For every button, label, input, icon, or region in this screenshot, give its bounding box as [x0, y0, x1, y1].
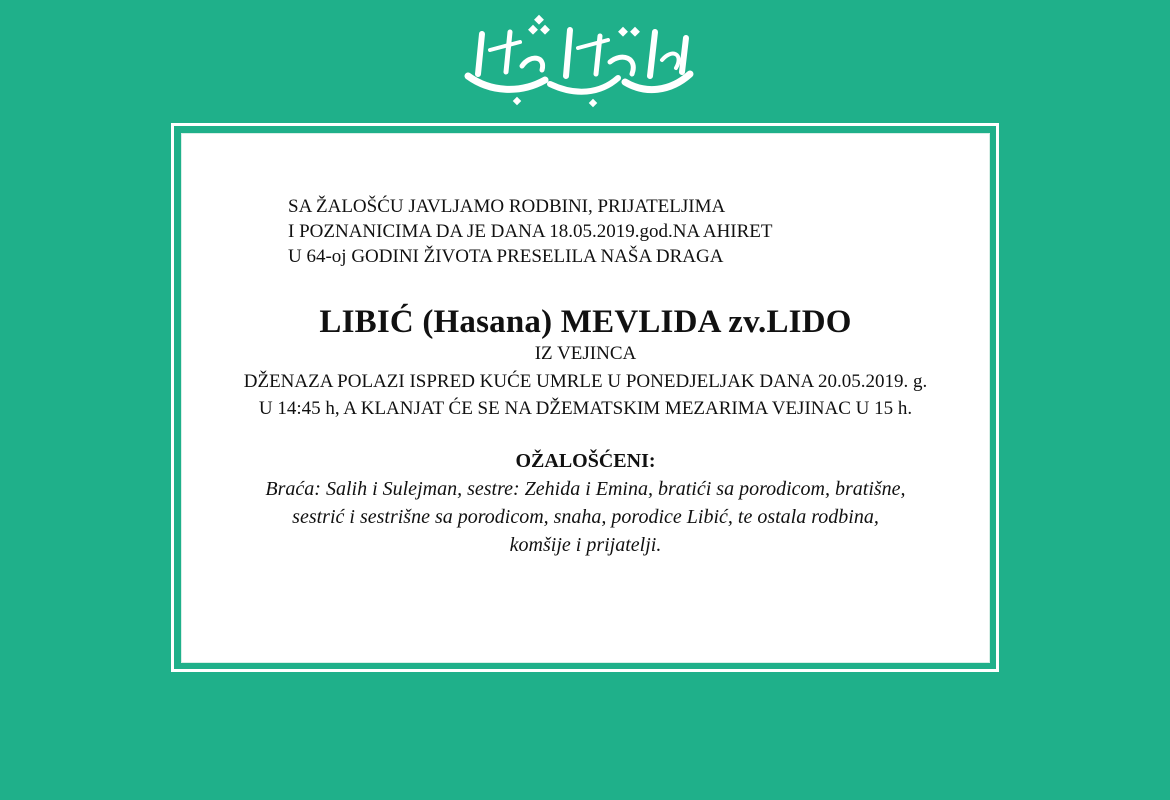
intro-line: I POZNANICIMA DA JE DANA 18.05.2019.god.NA AHIRET	[288, 221, 773, 242]
mourners-line: komšije i prijatelji.	[509, 534, 662, 556]
funeral-line: U 14:45 h, A KLANJAT ĆE SE NA DŽEMATSKIM MEZARIMA VEJINAC U 15 h.	[258, 398, 913, 419]
funeral-line: DŽENAZA POLAZI ISPRED KUĆE UMRLE U PONEDJELJAK DANA 20.05.2019. g.	[243, 371, 928, 392]
origin-text: IZ VEJINCA	[534, 343, 637, 364]
intro-text	[288, 195, 773, 270]
mourners-list	[181, 475, 990, 559]
mourners-title: OŽALOŠĆENI:	[515, 450, 656, 472]
intro-line: U 64-oj GODINI ŽIVOTA PRESELILA NAŠA DRAGA	[288, 246, 724, 267]
intro-line: SA ŽALOŠĆU JAVLJAMO RODBINI, PRIJATELJIMA	[288, 196, 726, 217]
arabic-calligraphy-icon	[450, 14, 710, 110]
mourners-line: sestrić i sestrišne sa porodicom, snaha, porodice Libić, te ostala rodbina,	[292, 506, 879, 528]
deceased-name: LIBIĆ (Hasana) MEVLIDA zv.LIDO	[319, 304, 852, 340]
mourners-line: Braća: Salih i Sulejman, sestre: Zehida i Emina, bratići sa porodicom, bratišne,	[265, 478, 906, 500]
funeral-details	[181, 368, 990, 422]
